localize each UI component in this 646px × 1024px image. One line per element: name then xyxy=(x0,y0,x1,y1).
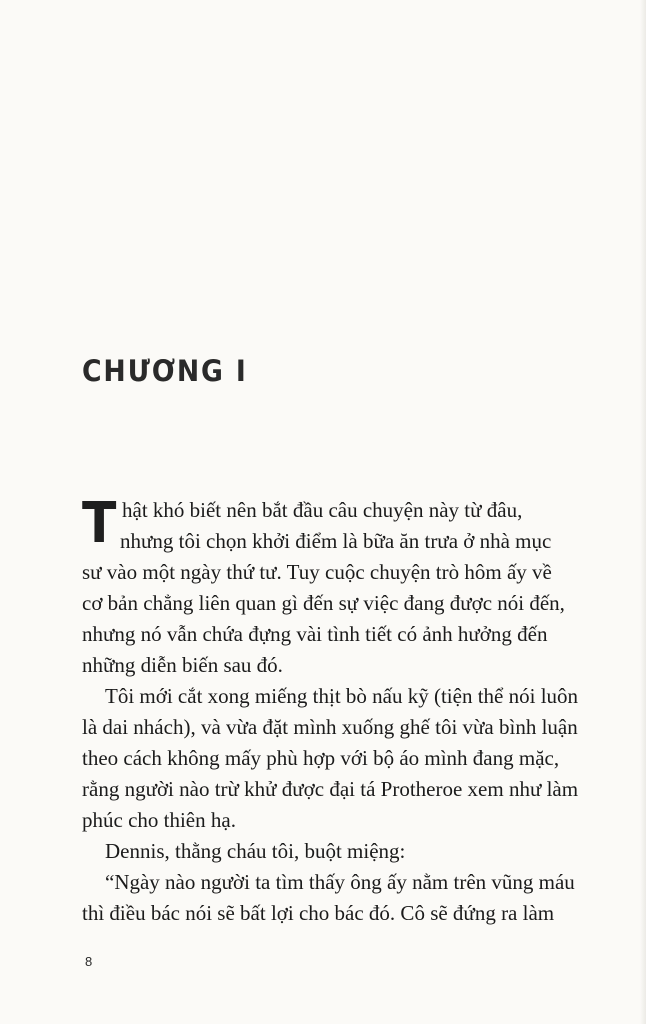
text-line: rằng người nào trừ khử được đại tá Protheroe xem như làm xyxy=(82,777,579,801)
text-line: phúc cho thiên hạ. xyxy=(82,808,236,832)
paragraph-1 xyxy=(82,491,582,681)
drop-cap: T xyxy=(82,491,117,556)
text-line: thì điều bác nói sẽ bất lợi cho bác đó. Cô sẽ đứng ra làm xyxy=(82,901,555,925)
text-line: nhưng tôi chọn khởi điểm là bữa ăn trưa ở nhà mục xyxy=(120,529,552,553)
text-line: Tôi mới cắt xong miếng thịt bò nấu kỹ (tiện thể nói luôn xyxy=(105,684,579,708)
text-line: những diễn biến sau đó. xyxy=(82,653,283,677)
text-line: hật khó biết nên bắt đầu câu chuyện này từ đâu, xyxy=(122,498,523,522)
text-line: theo cách không mấy phù hợp với bộ áo mình đang mặc, xyxy=(82,746,560,770)
text-line: Dennis, thằng cháu tôi, buột miệng: xyxy=(105,839,406,863)
paragraph-3 xyxy=(82,836,582,867)
body-text xyxy=(82,491,582,929)
paragraph-4 xyxy=(82,867,582,929)
chapter-title: CHƯƠNG I xyxy=(82,354,248,388)
text-line: cơ bản chẳng liên quan gì đến sự việc đang được nói đến, xyxy=(82,591,565,615)
text-line: sư vào một ngày thứ tư. Tuy cuộc chuyện trò hôm ấy về xyxy=(82,560,552,584)
page-number: 8 xyxy=(85,954,93,969)
page-edge xyxy=(640,0,646,1024)
text-line: nhưng nó vẫn chứa đựng vài tình tiết có ảnh hưởng đến xyxy=(82,622,548,646)
text-line: là dai nhách), và vừa đặt mình xuống ghế tôi vừa bình luận xyxy=(82,715,578,739)
text-line: “Ngày nào người ta tìm thấy ông ấy nằm trên vũng máu xyxy=(105,870,575,894)
paragraph-2 xyxy=(82,681,582,836)
